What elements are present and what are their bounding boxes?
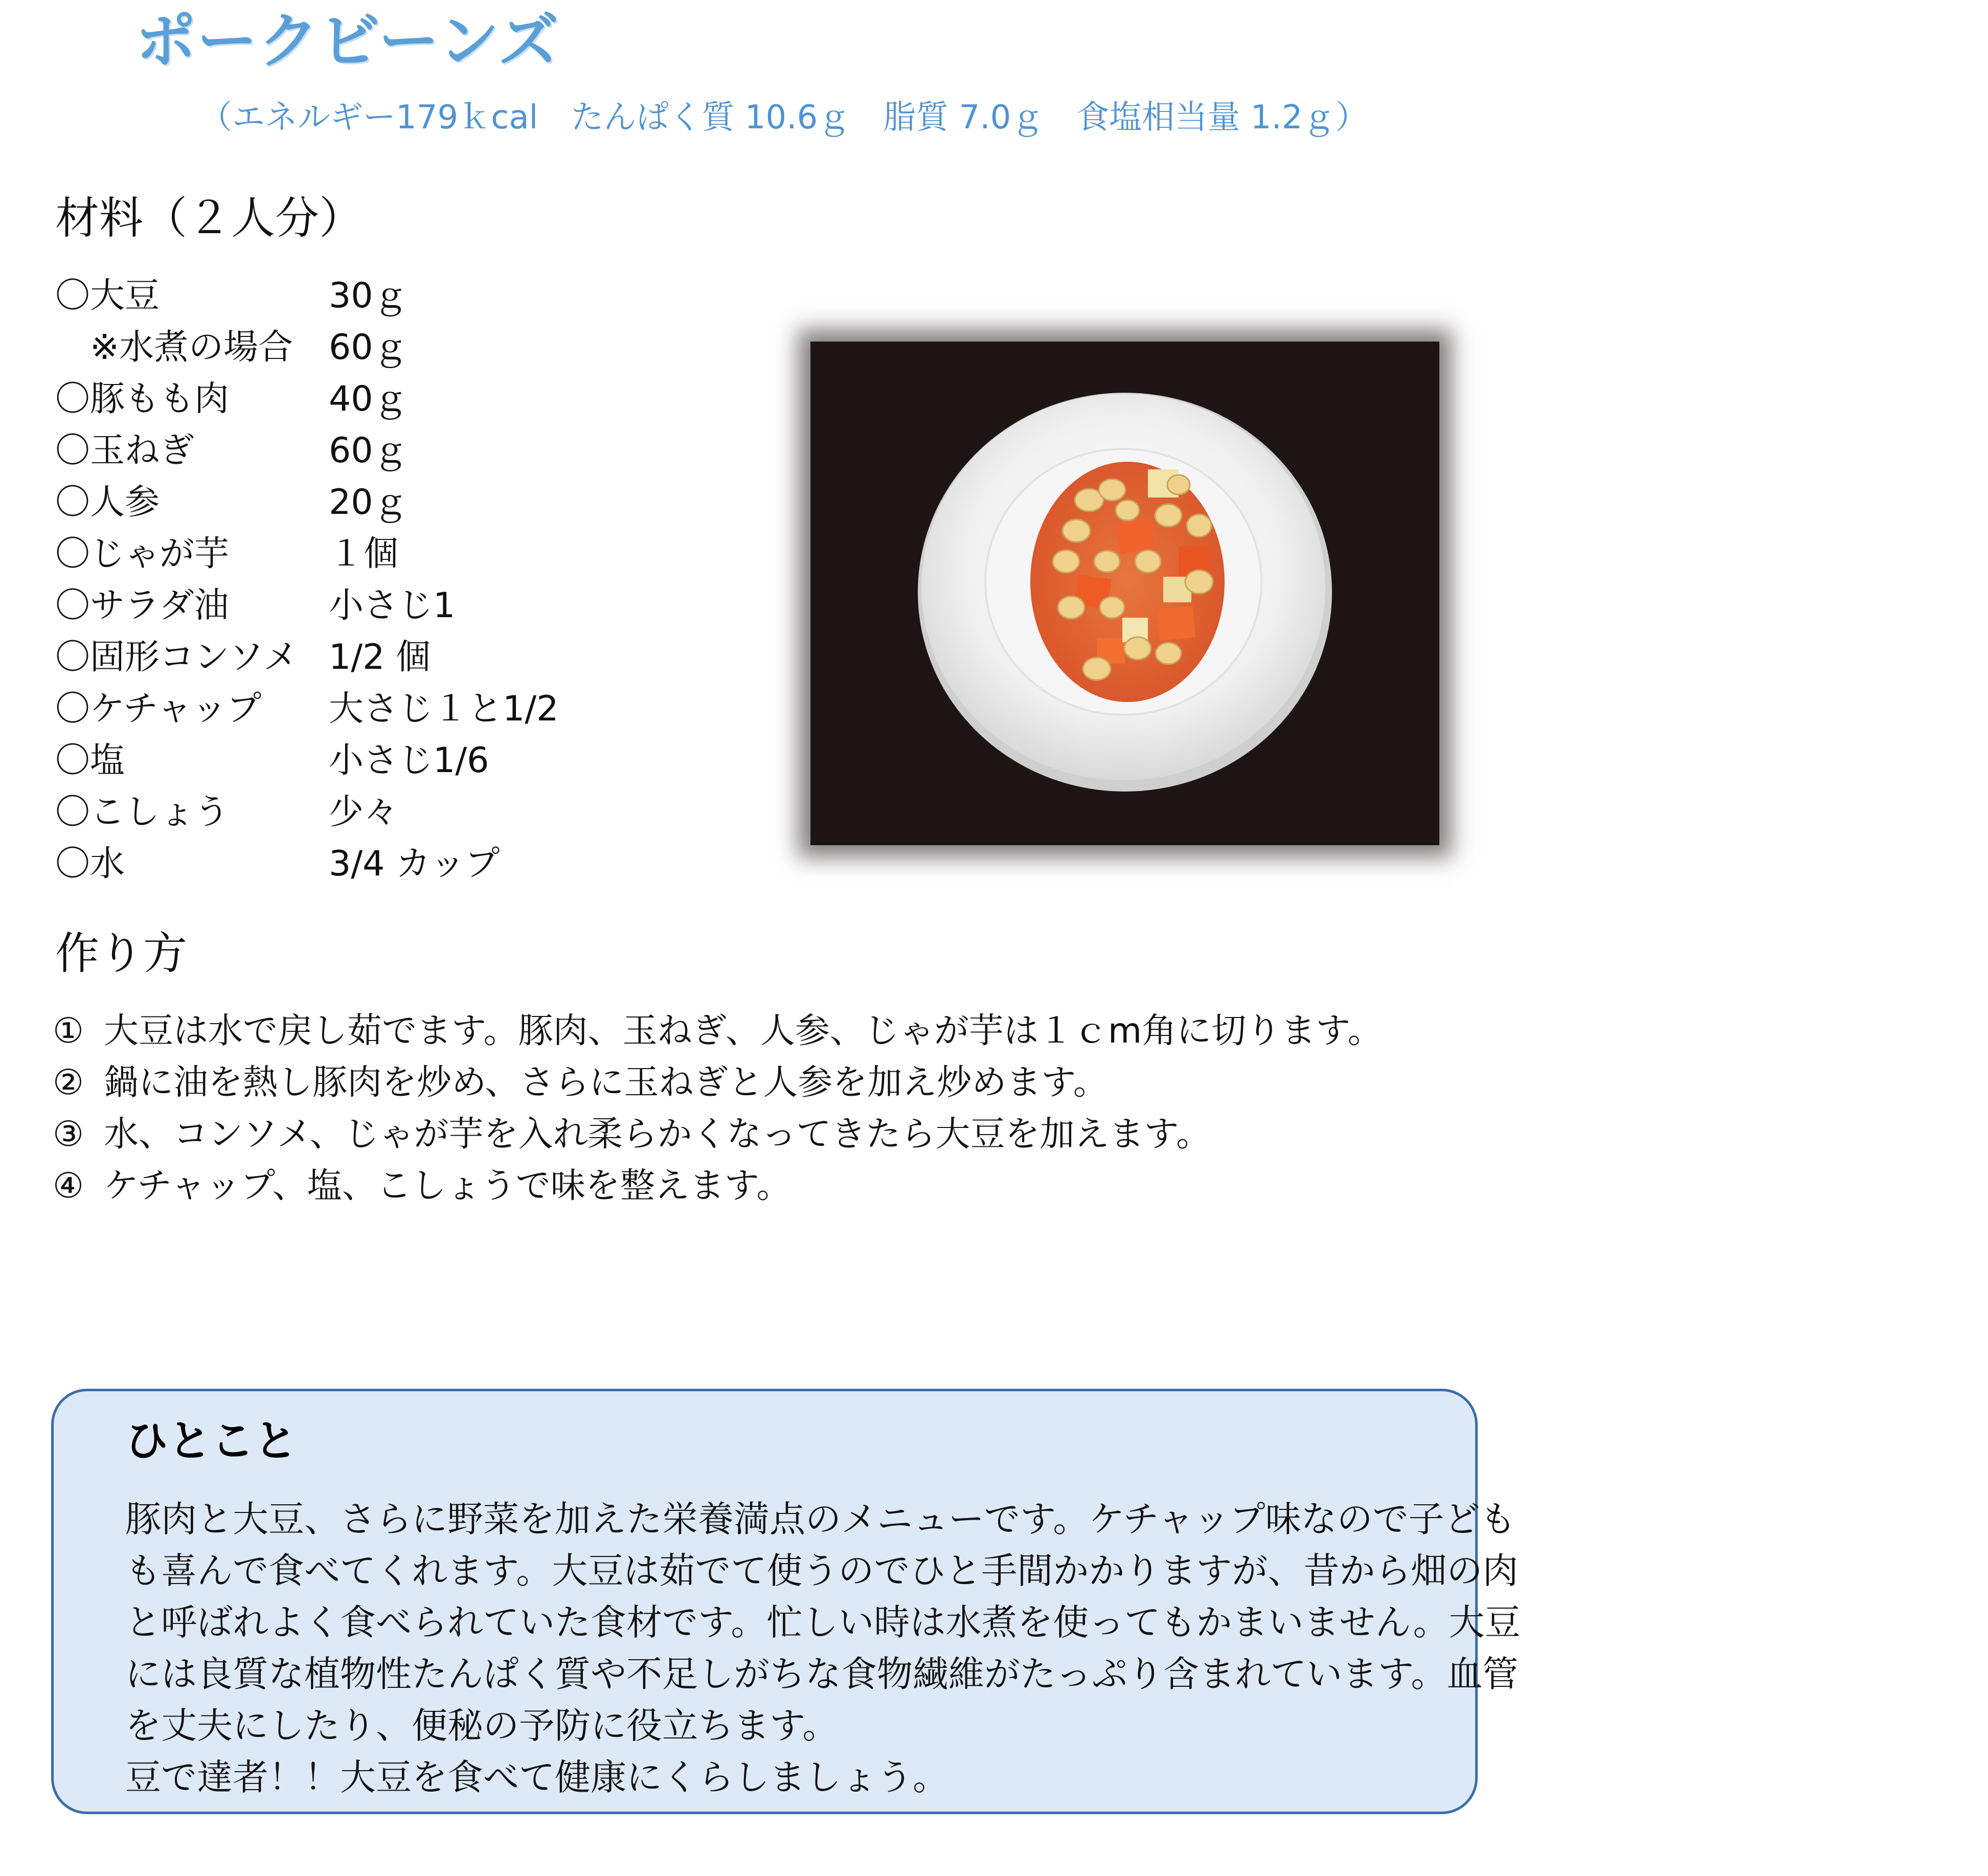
step-text: 大豆は水で戻し茹でます。豚肉、玉ねぎ、人参、じゃが芋は１ｃm角に切ります。 xyxy=(104,1011,1383,1051)
ingredient-name: 〇じゃが芋 xyxy=(55,534,230,574)
ingredient-amount: 大さじ１と1/2 xyxy=(329,689,559,729)
note-line: を丈夫にしたり、便秘の予防に役立ちます。 xyxy=(125,1705,839,1747)
ingredient-name: 〇サラダ油 xyxy=(55,585,229,626)
ingredient-name: 〇水 xyxy=(55,844,125,884)
ingredient-name: 〇豚もも肉 xyxy=(55,379,230,419)
ingredient-amount: 3/4 カップ xyxy=(329,844,500,884)
step-number: ④ xyxy=(53,1166,84,1206)
recipe-title: ポークビーンズ xyxy=(135,6,560,76)
steps-list xyxy=(53,1005,1383,1212)
note-line: も喜んで食べてくれます。大豆は茹でて使うのでひと手間かかりますが、昔から畑の肉 xyxy=(125,1550,1519,1592)
note-title: ひとこと xyxy=(125,1416,298,1466)
ingredient-amount: 20ｇ xyxy=(329,482,408,523)
ingredient-name: 〇固形コンソメ xyxy=(55,637,298,677)
ingredient-name: 〇人参 xyxy=(55,482,160,523)
ingredient-amount: 60ｇ xyxy=(329,431,408,471)
pork-beans-plate-illustration xyxy=(810,342,1439,845)
ingredient-amount: １個 xyxy=(329,534,399,574)
step-item xyxy=(53,1109,1383,1160)
ingredient-amount: 1/2 個 xyxy=(329,637,431,677)
ingredient-name: ※水煮の場合 xyxy=(55,327,293,368)
note-box xyxy=(51,1389,1521,1814)
nutrition-info: （エネルギー179ｋcal たんぱく質 10.6ｇ 脂質 7.0ｇ 食塩相当量 1.2ｇ） xyxy=(199,99,1368,137)
step-item xyxy=(53,1160,1383,1212)
ingredient-name: 〇ケチャップ xyxy=(55,689,262,729)
ingredient-amount: 小さじ1/6 xyxy=(329,740,489,781)
note-body xyxy=(125,1494,1521,1803)
dish-photo xyxy=(810,342,1439,845)
ingredient-amount: 40ｇ xyxy=(329,379,408,419)
ingredients-heading: 材料（２人分） xyxy=(55,193,363,244)
step-text: ケチャップ、塩、こしょうで味を整えます。 xyxy=(104,1166,792,1206)
ingredient-amount: 少々 xyxy=(329,792,399,832)
step-item xyxy=(53,1057,1383,1109)
step-text: 鍋に油を熱し豚肉を炒め、さらに玉ねぎと人参を加え炒めます。 xyxy=(104,1063,1108,1103)
steps-heading: 作り方 xyxy=(55,928,187,979)
step-number: ② xyxy=(53,1063,84,1103)
step-number: ③ xyxy=(53,1114,84,1155)
ingredient-amount: 小さじ1 xyxy=(329,585,456,626)
note-line: 豚肉と大豆、さらに野菜を加えた栄養満点のメニューです。ケチャップ味なので子ども xyxy=(125,1498,1516,1540)
note-line: 豆で達者！！大豆を食べて健康にくらしましょう。 xyxy=(125,1756,948,1798)
step-number: ① xyxy=(53,1011,84,1051)
note-line: と呼ばれよく食べられていた食材です。忙しい時は水煮を使ってもかまいません。大豆 xyxy=(125,1601,1521,1643)
step-item xyxy=(53,1005,1383,1057)
ingredient-amount: 30ｇ xyxy=(329,276,408,316)
step-text: 水、コンソメ、じゃが芋を入れ柔らかくなってきたら大豆を加えます。 xyxy=(104,1114,1211,1155)
ingredient-name: 〇大豆 xyxy=(55,276,160,316)
note-line: には良質な植物性たんぱく質や不足しがちな食物繊維がたっぷり含まれています。血管 xyxy=(125,1653,1519,1695)
ingredient-name: 〇玉ねぎ xyxy=(55,431,195,471)
ingredient-amount: 60ｇ xyxy=(329,327,408,368)
ingredient-name: 〇塩 xyxy=(55,740,125,781)
ingredient-name: 〇こしょう xyxy=(55,792,230,832)
